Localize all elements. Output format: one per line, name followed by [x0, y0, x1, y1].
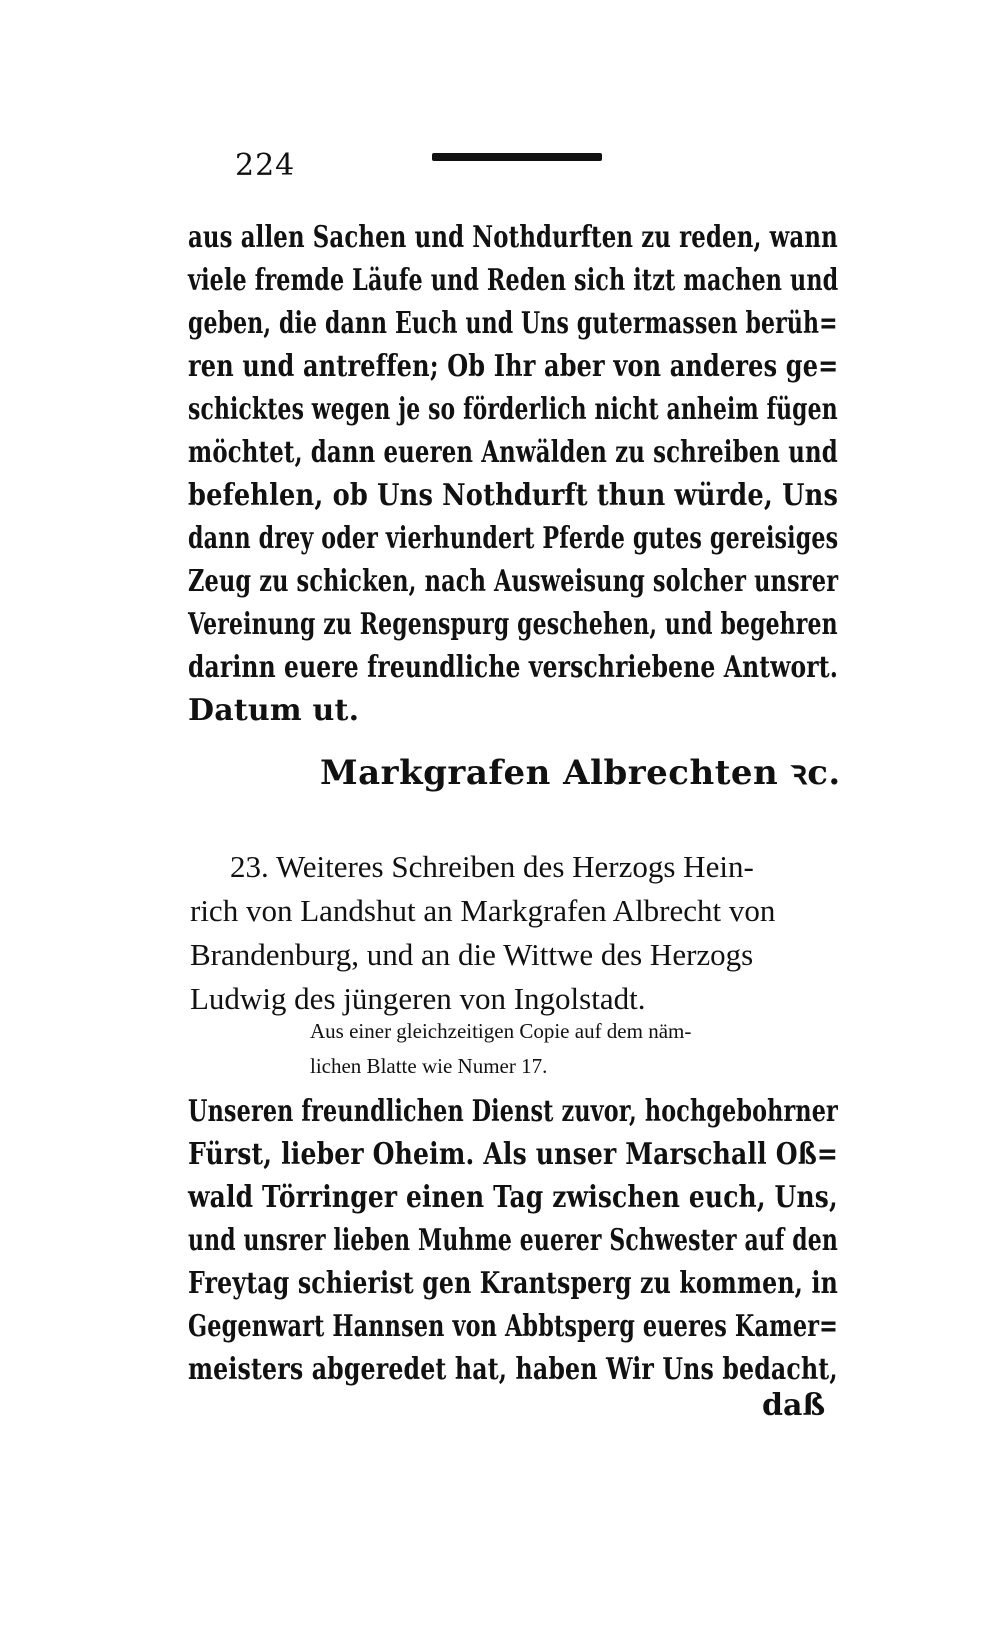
text-line: schicktes wegen je so förderlich nicht anheim fügen	[188, 392, 838, 427]
text-line: befehlen, ob Uns Nothdurft thun würde, Uns	[188, 478, 839, 513]
text-line: aus allen Sachen und Nothdurften zu reden, wann	[188, 220, 838, 255]
heading-line: 23. Weiteres Schreiben des Herzogs Hein-	[230, 849, 754, 884]
signature: Markgrafen Albrechten ꝛc.	[320, 753, 841, 793]
text-line: Vereinung zu Regenspurg geschehen, und begehren	[188, 607, 838, 642]
heading-line: Ludwig des jüngeren von Ingolstadt.	[190, 981, 646, 1016]
text-line: und unsrer lieben Muhme euerer Schwester auf den	[188, 1223, 838, 1258]
text-line: viele fremde Läufe und Reden sich itzt machen und	[188, 263, 839, 298]
section-heading	[190, 845, 840, 1021]
paragraph-2	[188, 1090, 838, 1391]
text-line: Unseren freundlichen Dienst zuvor, hochgebohrner	[188, 1094, 838, 1129]
text-line: dann drey oder vierhundert Pferde gutes gereisiges	[188, 521, 839, 556]
source-line: lichen Blatte wie Numer 17.	[310, 1054, 548, 1078]
header-rule	[432, 153, 602, 161]
text-line: meisters abgeredet hat, haben Wir Uns bedacht,	[188, 1352, 838, 1387]
text-line: Freytag schierist gen Krantsperg zu kommen, in	[188, 1266, 838, 1301]
text-line: geben, die dann Euch und Uns gutermassen berüh=	[188, 306, 838, 341]
text-line: Gegenwart Hannsen von Abbtsperg eueres Kamer=	[188, 1309, 839, 1344]
text-line: wald Törringer einen Tag zwischen euch, Uns,	[188, 1180, 838, 1215]
page-number: 224	[235, 148, 296, 183]
heading-line: Brandenburg, und an die Wittwe des Herzogs	[190, 937, 754, 972]
text-line: ren und antreffen; Ob Ihr aber von anderes ge=	[188, 349, 839, 384]
heading-line: rich von Landshut an Markgrafen Albrecht von	[190, 893, 776, 928]
catchword: daß	[762, 1388, 826, 1423]
text-line: Datum ut.	[188, 693, 360, 728]
text-line: Fürst, lieber Oheim. Als unser Marschall Oß=	[188, 1137, 839, 1172]
source-line: Aus einer gleichzeitigen Copie auf dem näm-	[310, 1019, 692, 1043]
text-line: Zeug zu schicken, nach Ausweisung solcher unsrer	[188, 564, 839, 599]
source-note	[310, 1014, 840, 1084]
text-line: möchtet, dann eueren Anwälden zu schreiben und	[188, 435, 838, 470]
text-line: darinn euere freundliche verschriebene Antwort.	[188, 650, 839, 685]
paragraph-1	[188, 216, 838, 732]
